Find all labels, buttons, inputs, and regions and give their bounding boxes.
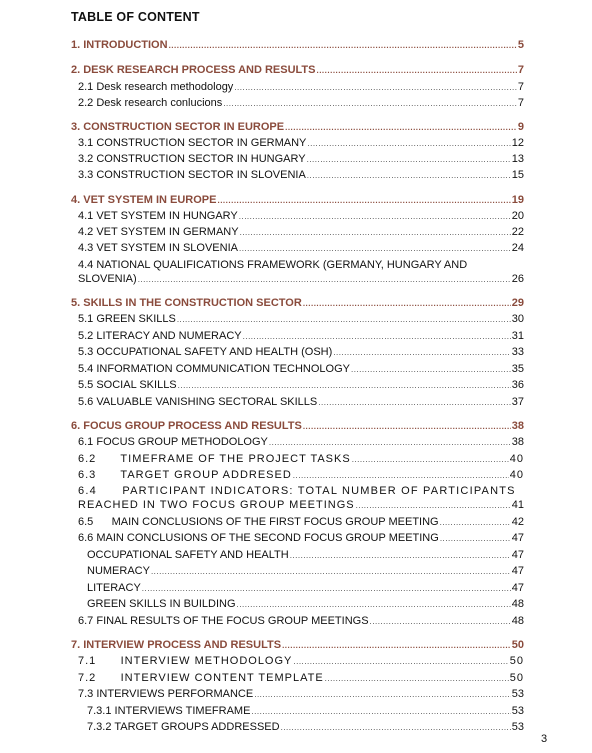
toc-page: 48 (511, 615, 524, 627)
toc-entry-6-5[interactable] (0, 516, 592, 529)
dot-leader (333, 346, 510, 359)
dot-leader (269, 436, 511, 449)
toc-page: 7 (517, 64, 524, 76)
toc-label: 1. INTRODUCTION (71, 39, 168, 51)
toc-page: 5 (517, 39, 524, 51)
dot-leader (237, 598, 511, 611)
toc-entry-5-4[interactable] (0, 363, 592, 376)
toc-label: NUMERACY (87, 565, 150, 577)
toc-page: 47 (511, 582, 524, 594)
toc-entry-5-3[interactable] (0, 346, 592, 359)
toc-entry-5-2[interactable] (0, 330, 592, 343)
toc-page: 53 (511, 688, 524, 700)
toc-label: 5.4 INFORMATION COMMUNICATION TECHNOLOGY (78, 363, 350, 375)
toc-label: 4.2 VET SYSTEM IN GERMANY (78, 226, 239, 238)
toc-label: 6. FOCUS GROUP PROCESS AND RESULTS (71, 420, 302, 432)
toc-page: 19 (511, 194, 524, 206)
dot-leader (138, 273, 511, 287)
toc-label: 5. SKILLS IN THE CONSTRUCTION SECTOR (71, 297, 302, 309)
toc-label: 5.6 VALUABLE VANISHING SECTORAL SKILLS (78, 396, 318, 408)
toc-page: 9 (517, 121, 524, 133)
dot-leader (281, 721, 511, 734)
toc-label-line2: SLOVENIA) (78, 272, 137, 285)
toc-page: 33 (511, 346, 524, 358)
toc-entry-3-2[interactable] (0, 153, 592, 166)
toc-page: 20 (511, 210, 524, 222)
dot-leader (293, 655, 508, 668)
toc-label: 5.5 SOCIAL SKILLS (78, 379, 177, 391)
toc-page: 38 (511, 436, 524, 448)
dot-leader (169, 39, 517, 52)
toc-entry-6-2[interactable] (0, 453, 592, 466)
dot-leader (223, 97, 517, 110)
toc-page: 47 (511, 532, 524, 544)
toc-entry-3[interactable] (0, 121, 592, 134)
toc-entry-2[interactable] (0, 64, 592, 77)
toc-label: 7. INTERVIEW PROCESS AND RESULTS (71, 639, 282, 651)
toc-entry-6-6-literacy[interactable] (0, 582, 592, 595)
toc-label: 6.6 MAIN CONCLUSIONS OF THE SECOND FOCUS GROUP MEETING (78, 532, 439, 544)
toc-label: 5.3 OCCUPATIONAL SAFETY AND HEALTH (OSH) (78, 346, 333, 358)
toc-page: 40 (509, 453, 524, 465)
dot-leader (239, 210, 511, 223)
toc-label: 7.3.1 INTERVIEWS TIMEFRAME (87, 705, 251, 717)
toc-entry-6-6-green[interactable] (0, 598, 592, 611)
toc-label: 7.2 INTERVIEW CONTENT TEMPLATE (78, 672, 324, 684)
toc-page: 36 (511, 379, 524, 391)
dot-leader (178, 379, 511, 392)
toc-label: GREEN SKILLS IN BUILDING (87, 598, 236, 610)
toc-label: 5.1 GREEN SKILLS (78, 313, 176, 325)
toc-title: TABLE OF CONTENT (71, 10, 200, 24)
toc-entry-7-3-1[interactable] (0, 705, 592, 718)
dot-leader (303, 420, 511, 433)
dot-leader (177, 313, 511, 326)
dot-leader (307, 169, 511, 182)
toc-entry-4[interactable] (0, 194, 592, 207)
toc-label-line1: 4.4 NATIONAL QUALIFICATIONS FRAMEWORK (GERMANY, HUNGARY AND (78, 259, 468, 271)
toc-label: OCCUPATIONAL SAFETY AND HEALTH (87, 549, 289, 561)
toc-entry-7[interactable] (0, 639, 592, 652)
dot-leader (352, 453, 509, 466)
toc-entry-2-1[interactable] (0, 81, 592, 94)
toc-page: 12 (511, 137, 524, 149)
toc-entry-5-5[interactable] (0, 379, 592, 392)
toc-entry-7-2[interactable] (0, 672, 592, 685)
toc-entry-3-1[interactable] (0, 137, 592, 150)
toc-page: 29 (511, 297, 524, 309)
toc-label-line1: 6.4 PARTICIPANT INDICATORS: TOTAL NUMBER OF PARTICIPANTS (78, 485, 516, 497)
toc-page: 40 (509, 469, 524, 481)
toc-label: 6.7 FINAL RESULTS OF THE FOCUS GROUP MEETINGS (78, 615, 369, 627)
toc-page: 37 (511, 396, 524, 408)
dot-leader (251, 705, 510, 718)
toc-label: 4.1 VET SYSTEM IN HUNGARY (78, 210, 238, 222)
toc-label: 6.1 FOCUS GROUP METHODOLOGY (78, 436, 268, 448)
toc-entry-6-6-numeracy[interactable] (0, 565, 592, 578)
dot-leader (240, 226, 511, 239)
toc-label: 3.3 CONSTRUCTION SECTOR IN SLOVENIA (78, 169, 306, 181)
dot-leader (356, 499, 511, 513)
dot-leader (318, 396, 511, 409)
toc-entry-4-1[interactable] (0, 210, 592, 223)
toc-page: 26 (511, 272, 524, 285)
toc-entry-4-3[interactable] (0, 242, 592, 255)
toc-page: 48 (511, 598, 524, 610)
toc-entry-6-6[interactable] (0, 532, 592, 545)
toc-page: 47 (511, 549, 524, 561)
dot-leader (316, 64, 516, 77)
dot-leader (370, 615, 511, 628)
dot-leader (282, 639, 511, 652)
toc-label: 4. VET SYSTEM IN EUROPE (71, 194, 217, 206)
toc-label: 2.1 Desk research methodology (78, 81, 234, 93)
toc-entry-5-1[interactable] (0, 313, 592, 326)
toc-entry-6-3[interactable] (0, 469, 592, 482)
dot-leader (293, 469, 509, 482)
toc-label: 7.3 INTERVIEWS PERFORMANCE (78, 688, 254, 700)
toc-label: 6.3 TARGET GROUP ADDRESED (78, 469, 292, 481)
toc-label: 2. DESK RESEARCH PROCESS AND RESULTS (71, 64, 316, 76)
toc-label: 5.2 LITERACY AND NUMERACY (78, 330, 242, 342)
toc-entry-6-7[interactable] (0, 615, 592, 628)
toc-label-line2: REACHED IN TWO FOCUS GROUP MEETINGS (78, 498, 355, 511)
toc-page: 50 (509, 655, 524, 667)
dot-leader (151, 565, 511, 578)
toc-label: 4.3 VET SYSTEM IN SLOVENIA (78, 242, 238, 254)
toc-entry-4-2[interactable] (0, 226, 592, 239)
toc-entry-7-3-2[interactable] (0, 721, 592, 734)
toc-label: LITERACY (87, 582, 141, 594)
dot-leader (142, 582, 511, 595)
toc-page: 22 (511, 226, 524, 238)
dot-leader (307, 153, 511, 166)
toc-entry-1[interactable] (0, 39, 592, 52)
toc-page: 7 (517, 81, 524, 93)
dot-leader (325, 672, 509, 685)
toc-label: 7.1 INTERVIEW METHODOLOGY (78, 655, 293, 667)
dot-leader (440, 516, 511, 529)
page-number: 3 (541, 733, 548, 745)
toc-entry-2-2[interactable] (0, 97, 592, 110)
toc-page: 50 (509, 672, 524, 684)
dot-leader (303, 297, 511, 310)
toc-page: 13 (511, 153, 524, 165)
toc-entry-6-6-osh[interactable] (0, 549, 592, 562)
toc-entry-6[interactable] (0, 420, 592, 433)
toc-label: 6.5 MAIN CONCLUSIONS OF THE FIRST FOCUS GROUP MEETING (78, 516, 439, 528)
toc-page: 31 (511, 330, 524, 342)
toc-page: 42 (511, 516, 524, 528)
dot-leader (351, 363, 511, 376)
toc-page: 53 (511, 705, 524, 717)
toc-label: 3. CONSTRUCTION SECTOR IN EUROPE (71, 121, 285, 133)
toc-page: 41 (511, 498, 524, 511)
toc-entry-6-1[interactable] (0, 436, 592, 449)
dot-leader (234, 81, 517, 94)
toc-page: 24 (511, 242, 524, 254)
toc-page: 50 (511, 639, 524, 651)
toc-entry-5[interactable] (0, 297, 592, 310)
toc-page: 53 (511, 721, 524, 733)
toc-label: 6.2 TIMEFRAME OF THE PROJECT TASKS (78, 453, 351, 465)
dot-leader (307, 137, 510, 150)
dot-leader (254, 688, 511, 701)
toc-label: 3.2 CONSTRUCTION SECTOR IN HUNGARY (78, 153, 306, 165)
toc-page: 15 (511, 169, 524, 181)
toc-label: 3.1 CONSTRUCTION SECTOR IN GERMANY (78, 137, 307, 149)
toc-entry-6-4[interactable] (78, 485, 524, 512)
dot-leader (290, 549, 511, 562)
toc-label: 2.2 Desk research conlucions (78, 97, 223, 109)
toc-page: 47 (511, 565, 524, 577)
toc-page: 7 (517, 97, 524, 109)
dot-leader (440, 532, 511, 545)
toc-page: 35 (511, 363, 524, 375)
dot-leader (285, 121, 517, 134)
dot-leader (239, 242, 511, 255)
toc-entry-7-3[interactable] (0, 688, 592, 701)
toc-page: 30 (511, 313, 524, 325)
dot-leader (217, 194, 510, 207)
toc-entry-3-3[interactable] (0, 169, 592, 182)
toc-label: 7.3.2 TARGET GROUPS ADDRESSED (87, 721, 280, 733)
toc-entry-5-6[interactable] (0, 396, 592, 409)
toc-entry-4-4[interactable] (78, 259, 524, 286)
toc-page: 38 (511, 420, 524, 432)
toc-entry-7-1[interactable] (0, 655, 592, 668)
dot-leader (243, 330, 511, 343)
